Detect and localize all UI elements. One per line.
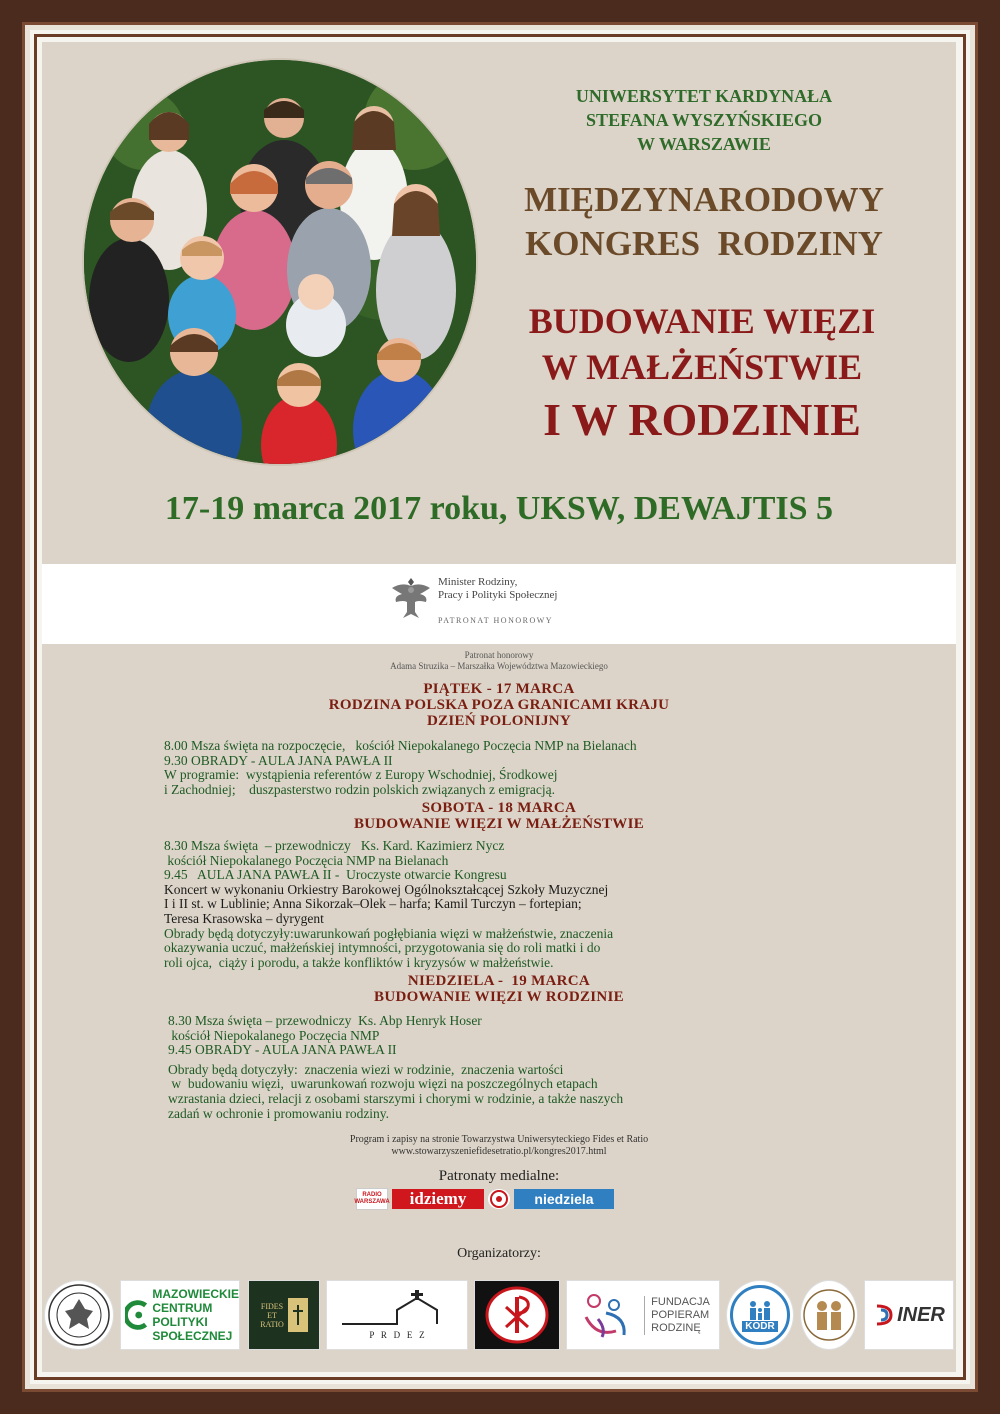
saturday-program — [164, 839, 613, 970]
registration-line: Program i zapisy na stronie Towarzystwa Uniwersyteckiego Fides et Ratio — [349, 1134, 649, 1145]
prdez-logo — [326, 1280, 468, 1350]
program-line: 9.45 OBRADY - AULA JANA PAWŁA II — [168, 1042, 397, 1058]
program-line: W programie: wystąpienia referentów z Europy Wschodniej, Środkowej — [164, 767, 558, 783]
program-line: 8.30 Msza święta – przewodniczy Ks. Kard. Kazimierz Nycz — [164, 838, 505, 853]
university-line: W WARSZAWIE — [637, 134, 771, 154]
honorary-line: Adama Struzika – Marszałka Województwa Mazowieckiego — [390, 661, 608, 671]
friday-heading-line: PIĄTEK - 17 MARCA — [423, 681, 575, 697]
eagle-emblem-icon — [390, 572, 432, 622]
fides-et-ratio-logo — [248, 1280, 320, 1350]
mcps-emblem-icon — [125, 1293, 148, 1337]
program-line: okazywania uczuć, małżeńskiej intymności, przygotowania się do roli matki i do — [164, 940, 601, 956]
fides-line: RATIO — [260, 1319, 284, 1329]
event-dateline: 17-19 marca 2017 roku, UKSW, DEWAJTIS 5 — [164, 490, 834, 527]
polish-catholic-institute-logo — [474, 1280, 560, 1350]
saturday-heading — [42, 800, 956, 832]
friday-heading-line: DZIEŃ POLONIJNY — [426, 713, 572, 729]
fundacja-name — [644, 1296, 710, 1335]
fides-line: FIDES — [260, 1301, 284, 1311]
niedziela-logo: niedziela — [514, 1189, 614, 1209]
university-seal-icon — [47, 1283, 111, 1347]
minister-line: Pracy i Polityki Społecznej — [438, 589, 558, 601]
iner-logo — [864, 1280, 954, 1350]
university-line: UNIWERSYTET KARDYNAŁA — [575, 86, 833, 106]
family-figures-icon — [745, 1299, 775, 1321]
university-name — [490, 84, 918, 156]
minister-title — [438, 576, 598, 602]
poster-header — [42, 42, 956, 564]
fides-line: ET — [267, 1310, 277, 1320]
saturday-heading-line: BUDOWANIE WIĘZI W MAŁŻEŃSTWIE — [353, 816, 645, 832]
radio-warszawa-logo: RADIO WARSZAWA — [356, 1188, 388, 1210]
cross-icon — [288, 1298, 308, 1332]
program-line: wzrastania dzieci, relacji z osobami starszymi i chorymi w rodzinie, a także naszych — [168, 1090, 624, 1106]
theme-line: I W RODZINIE — [543, 394, 861, 445]
program-line: 8.30 Msza święta – przewodniczy Ks. Abp Henryk Hoser — [168, 1013, 482, 1028]
honorary-patronage — [42, 650, 956, 672]
program-line: Koncert w wykonaniu Orkiestry Barokowej Ogólnokształcącej Szkoły Muzycznej — [164, 881, 609, 897]
program-line: 9.30 OBRADY - AULA JANA PAWŁA II — [164, 752, 393, 768]
prdez-name: P R D E Z — [369, 1330, 425, 1340]
registration-url[interactable]: www.stowarzyszeniefidesetratio.pl/kongres2017.html — [391, 1146, 607, 1157]
program-line: zadań w ochronie i promowaniu rodziny. — [168, 1105, 390, 1121]
minister-line: Minister Rodziny, — [438, 576, 518, 588]
fundacja-popieram-rodzine-logo — [566, 1280, 720, 1350]
fundacja-line: FUNDACJA — [651, 1295, 710, 1308]
congress-line: MIĘDZYNARODOWY — [524, 180, 884, 219]
mcps-line: MAZOWIECKIE — [152, 1287, 239, 1301]
sunday-heading-line: NIEDZIELA - 19 MARCA — [407, 973, 591, 989]
congress-title — [480, 178, 928, 266]
theme-line: BUDOWANIE WIĘZI — [528, 301, 876, 341]
congress-theme — [472, 298, 932, 450]
idziemy-logo: idziemy — [392, 1189, 484, 1209]
registration-note — [42, 1134, 956, 1158]
honorary-line: Patronat honorowy — [464, 650, 534, 660]
church-outline-icon — [337, 1290, 457, 1330]
sunday-program — [168, 1014, 623, 1121]
media-patronage-logos — [356, 1188, 614, 1210]
program-line: Obrady będą dotyczyły:uwarunkowań pogłębiania więzi w małżeństwie, znaczenia — [164, 925, 614, 941]
saints-seal-logo — [800, 1280, 858, 1350]
program-line: kościół Niepokalanego Poczęcia NMP na Bielanach — [164, 852, 449, 868]
mcps-line: SPOŁECZNEJ — [152, 1329, 233, 1343]
friday-program — [164, 739, 637, 797]
friday-heading — [42, 681, 956, 729]
fundacja-line: RODZINĘ — [651, 1321, 701, 1334]
uksw-seal-logo — [44, 1280, 114, 1350]
family-photo — [84, 60, 476, 464]
program-line: kościół Niepokalanego Poczęcia NMP — [168, 1027, 380, 1043]
university-line: STEFANA WYSZYŃSKIEGO — [586, 110, 822, 130]
program-line: 9.45 AULA JANA PAWŁA II - Uroczyste otwarcie Kongresu — [164, 867, 507, 883]
fundacja-line: POPIERAM — [651, 1308, 710, 1321]
organizers-logos — [42, 1280, 956, 1352]
family-photo-illustration — [84, 60, 476, 464]
program-line: Obrady będą dotyczyły: znaczenia wiezi w rodzinie, znaczenia wartości — [168, 1061, 564, 1077]
program-line: Teresa Krasowska – dyrygent — [164, 910, 324, 926]
fides-text — [260, 1302, 284, 1329]
iner-name: INER — [897, 1303, 945, 1326]
sunday-heading — [42, 973, 956, 1005]
program-line: w budowaniu więzi, uwarunkowań rozwoju więzi na poszczególnych etapach — [168, 1076, 598, 1092]
program-line: roli ojca, ciąży i porodu, a także konfliktów i kryzysów w małżeństwie. — [164, 954, 554, 970]
saturday-heading-line: SOBOTA - 18 MARCA — [421, 800, 577, 816]
media-patronage-label: Patronaty medialne: — [438, 1168, 560, 1184]
program-line: 8.00 Msza święta na rozpoczęcie, kościół Niepokalanego Poczęcia NMP na Bielanach — [164, 738, 637, 753]
family-swirl-icon — [576, 1287, 638, 1343]
program-line: i Zachodniej; duszpasterstwo rodzin polskich związanych z emigracją. — [164, 781, 555, 797]
minister-patronage — [390, 570, 590, 638]
iner-emblem-icon — [873, 1302, 895, 1328]
chi-rho-icon — [484, 1285, 550, 1345]
mcps-logo — [120, 1280, 240, 1350]
mcps-line: CENTRUM — [152, 1301, 213, 1315]
mcps-line: POLITYKI — [152, 1315, 208, 1329]
minister-subtitle: PATRONAT HONOROWY — [438, 616, 554, 625]
kodr-name: KODR — [742, 1321, 777, 1332]
program-line: I i II st. w Lublinie; Anna Sikorzak–Olek – harfa; Kamil Turczyn – fortepian; — [164, 896, 582, 912]
poster — [42, 42, 956, 1372]
kodr-badge — [730, 1285, 790, 1345]
theme-line: W MAŁŻEŃSTWIE — [541, 347, 863, 387]
mcps-name — [152, 1287, 239, 1343]
kodr-logo — [726, 1280, 794, 1350]
sunday-heading-line: BUDOWANIE WIĘZI W RODZINIE — [374, 989, 624, 1005]
saints-seal-icon — [802, 1288, 856, 1342]
congress-line: KONGRES RODZINY — [525, 224, 883, 263]
catholic-radio-logo — [488, 1189, 510, 1209]
organizers-label: Organizatorzy: — [457, 1246, 541, 1261]
radio-circle-icon — [490, 1190, 508, 1208]
friday-heading-line: RODZINA POLSKA POZA GRANICAMI KRAJU — [328, 697, 670, 713]
